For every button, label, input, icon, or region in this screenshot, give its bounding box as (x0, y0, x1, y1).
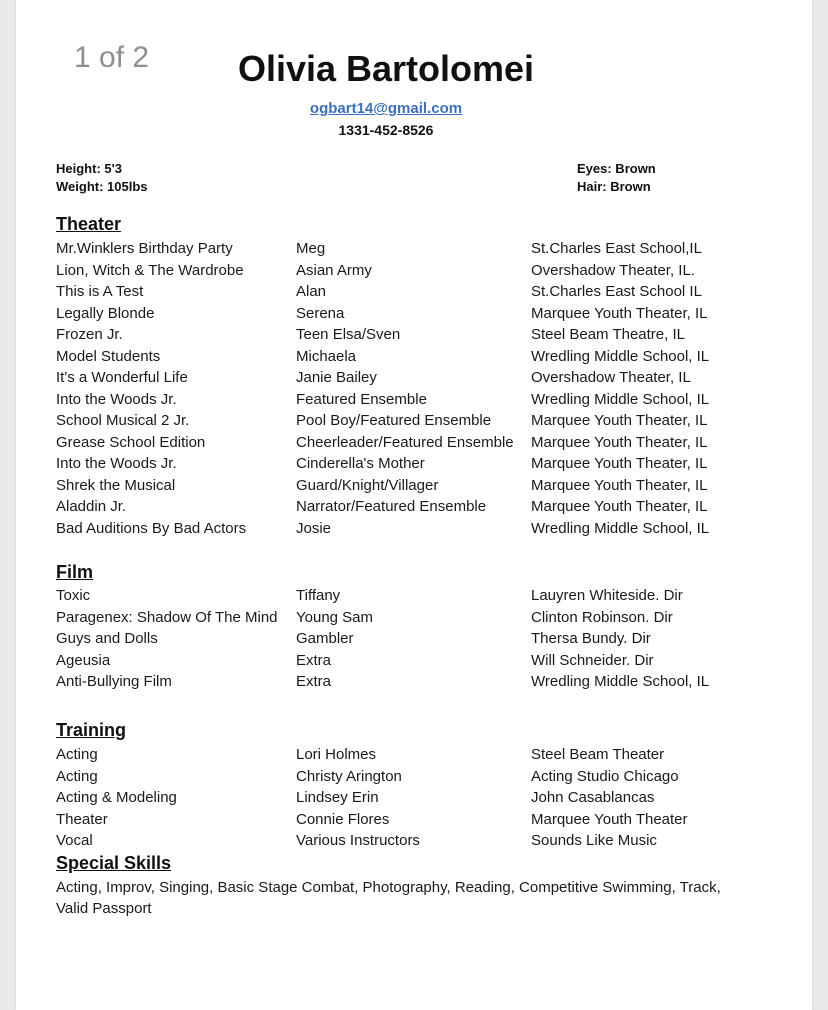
table-row (16, 498, 812, 520)
credit-title: Toxic (56, 587, 91, 604)
credit-venue: Marquee Youth Theater, IL (531, 476, 708, 494)
table-row (16, 305, 812, 327)
credit-role: Serena (296, 304, 345, 322)
training-instructor: Lori Holmes (296, 746, 377, 763)
training-heading: Training (56, 720, 127, 740)
credit-venue: Marquee Youth Theater, IL (531, 304, 708, 322)
credit-title: It's a Wonderful Life (56, 369, 188, 386)
credit-venue: St.Charles East School IL (531, 283, 702, 300)
training-instructor: Lindsey Erin (296, 789, 379, 806)
credit-director: Will Schneider. Dir (531, 651, 654, 669)
credit-title: Guys and Dolls (56, 630, 158, 647)
phone-number: 1331-452-8526 (338, 122, 434, 138)
credit-title: Into the Woods Jr. (56, 390, 177, 408)
credit-title: Frozen Jr. (56, 326, 123, 343)
table-row (16, 455, 812, 477)
table-row (16, 587, 812, 609)
training-subject: Acting & Modeling (56, 789, 177, 806)
training-subject: Theater (56, 810, 108, 828)
credit-role: Extra (296, 673, 332, 690)
table-row (16, 811, 812, 833)
credit-role: Cinderella's Mother (296, 455, 425, 472)
credit-role: Guard/Knight/Villager (296, 476, 439, 494)
credit-role: Young Sam (296, 608, 374, 626)
height-stat: Height: 5'3 (56, 161, 122, 176)
theater-heading: Theater (56, 214, 122, 234)
training-school: Steel Beam Theater (531, 746, 665, 763)
credit-role: Teen Elsa/Sven (296, 326, 401, 343)
credit-role: Meg (296, 240, 326, 257)
table-row (16, 789, 812, 811)
credit-title: Bad Auditions By Bad Actors (56, 519, 247, 537)
table-row (16, 746, 812, 768)
credit-title: Shrek the Musical (56, 476, 176, 494)
film-list (16, 587, 812, 695)
credit-role: Featured Ensemble (296, 390, 427, 408)
training-school: Sounds Like Music (531, 832, 657, 849)
training-instructor: Christy Arington (296, 767, 402, 785)
page-indicator: 1 of 2 (74, 41, 150, 74)
resume-page (16, 0, 812, 1010)
credit-title: Into the Woods Jr. (56, 455, 177, 472)
credit-venue: Overshadow Theater, IL. (531, 261, 695, 279)
credit-title: Legally Blonde (56, 304, 155, 322)
credit-venue: Wredling Middle School, IL (531, 347, 710, 365)
credit-director: Thersa Bundy. Dir (531, 630, 651, 647)
credit-venue: Marquee Youth Theater, IL (531, 433, 708, 451)
credit-role: Janie Bailey (296, 369, 377, 386)
credit-venue: Marquee Youth Theater, IL (531, 498, 708, 515)
table-row (16, 326, 812, 348)
training-subject: Vocal (56, 832, 93, 849)
training-instructor: Connie Flores (296, 810, 390, 828)
credit-role: Michaela (296, 347, 357, 365)
credit-role: Alan (296, 283, 327, 300)
credit-title: Ageusia (56, 651, 111, 669)
credit-title: Grease School Edition (56, 433, 206, 451)
table-row (16, 652, 812, 674)
table-row (16, 609, 812, 631)
table-row (16, 673, 812, 695)
credit-venue: Marquee Youth Theater, IL (531, 455, 708, 472)
credit-title: Aladdin Jr. (56, 498, 127, 515)
credit-title: Paragenex: Shadow Of The Mind (56, 608, 278, 626)
credit-role: Cheerleader/Featured Ensemble (296, 433, 514, 451)
credit-title: This is A Test (56, 283, 144, 300)
credit-venue: Steel Beam Theatre, IL (531, 326, 685, 343)
credit-role: Extra (296, 651, 332, 669)
credit-role: Josie (296, 519, 332, 537)
credit-title: School Musical 2 Jr. (56, 412, 190, 429)
table-row (16, 520, 812, 542)
training-school: John Casablancas (531, 789, 655, 806)
email-link[interactable]: ogbart14@gmail.com (309, 100, 463, 117)
table-row (16, 369, 812, 391)
table-row (16, 477, 812, 499)
credit-title: Mr.Winklers Birthday Party (56, 240, 233, 257)
table-row (16, 412, 812, 434)
table-row (16, 348, 812, 370)
table-row (16, 240, 812, 262)
table-row (16, 283, 812, 305)
table-row (16, 434, 812, 456)
credit-venue: St.Charles East School,IL (531, 240, 702, 257)
table-row (16, 391, 812, 413)
credit-director: Lauyren Whiteside. Dir (531, 587, 683, 604)
credit-role: Tiffany (296, 587, 341, 604)
special-skills-heading: Special Skills (56, 853, 172, 873)
credit-venue: Wredling Middle School, IL (531, 519, 710, 537)
table-row (16, 832, 812, 854)
training-school: Acting Studio Chicago (531, 767, 679, 785)
credit-role: Narrator/Featured Ensemble (296, 498, 487, 515)
credit-role: Gambler (296, 630, 354, 647)
training-subject: Acting (56, 746, 98, 763)
resume-name: Olivia Bartolomei (237, 48, 535, 89)
special-skills-text: Acting, Improv, Singing, Basic Stage Combat, Photography, Reading, Competitive Swimming, Track, Valid Passport (56, 879, 721, 917)
training-list (16, 746, 812, 854)
credit-title: Model Students (56, 347, 161, 365)
film-heading: Film (56, 562, 94, 582)
theater-list (16, 240, 812, 541)
credit-director: Wredling Middle School, IL (531, 673, 710, 690)
credit-venue: Marquee Youth Theater, IL (531, 412, 708, 429)
hair-stat: Hair: Brown (577, 179, 651, 194)
training-subject: Acting (56, 767, 98, 785)
table-row (16, 768, 812, 790)
credit-role: Asian Army (296, 261, 372, 279)
training-instructor: Various Instructors (296, 832, 420, 849)
weight-stat: Weight: 105lbs (56, 179, 148, 194)
credit-venue: Overshadow Theater, IL (531, 369, 691, 386)
credit-title: Anti-Bullying Film (56, 673, 172, 690)
training-school: Marquee Youth Theater (531, 810, 688, 828)
credit-role: Pool Boy/Featured Ensemble (296, 412, 492, 429)
eyes-stat: Eyes: Brown (577, 161, 656, 176)
credit-director: Clinton Robinson. Dir (531, 608, 673, 626)
table-row (16, 262, 812, 284)
table-row (16, 630, 812, 652)
credit-venue: Wredling Middle School, IL (531, 390, 710, 408)
credit-title: Lion, Witch & The Wardrobe (56, 261, 244, 279)
